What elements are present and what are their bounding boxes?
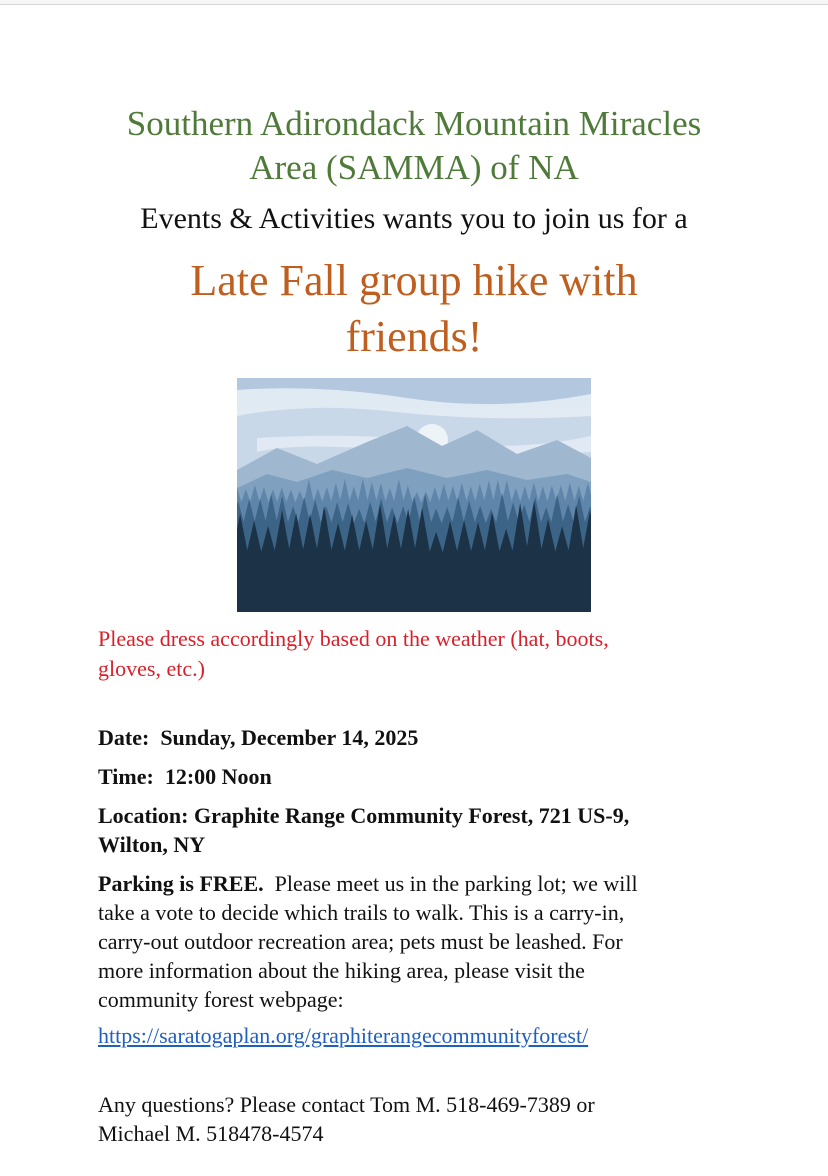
organization-title-line2: Area (SAMMA) of NA <box>249 148 579 187</box>
location-value-line2: Wilton, NY <box>98 832 206 857</box>
event-headline-line1: Late Fall group hike with <box>190 256 638 305</box>
top-border <box>0 0 828 5</box>
dress-warning-line2: gloves, etc.) <box>98 656 205 681</box>
event-location <box>98 801 738 859</box>
dress-warning-line1: Please dress accordingly based on the weather (hat, boots, <box>98 626 609 651</box>
location-value-line1: Graphite Range Community Forest, 721 US-9, <box>193 803 630 828</box>
event-headline-line2: friends! <box>345 312 483 361</box>
parking-line5: community forest webpage: <box>98 987 344 1012</box>
event-headline <box>0 253 828 365</box>
parking-line2: take a vote to decide which trails to walk. This is a carry-in, <box>98 900 625 925</box>
event-date <box>98 723 738 752</box>
mountain-forest-image <box>237 378 591 612</box>
parking-info <box>98 869 738 1014</box>
parking-line3: carry-out outdoor recreation area; pets must be leashed. For <box>98 929 623 954</box>
contact-info <box>98 1090 738 1148</box>
contact-line1: Any questions? Please contact Tom M. 518-469-7389 or <box>98 1092 595 1117</box>
parking-line1: Please meet us in the parking lot; we will <box>274 871 638 896</box>
dress-warning <box>98 624 738 684</box>
parking-bold: Parking is FREE. <box>98 871 264 896</box>
time-value: 12:00 Noon <box>164 764 272 789</box>
date-value: Sunday, December 14, 2025 <box>160 725 419 750</box>
parking-line4: more information about the hiking area, please visit the <box>98 958 585 983</box>
location-label: Location: <box>98 803 189 828</box>
forest-fill <box>237 559 591 612</box>
event-time <box>98 762 738 791</box>
events-invite-line: Events & Activities wants you to join us for a <box>140 202 688 235</box>
forest-webpage-link[interactable]: https://saratogaplan.org/graphiterangecommunityforest/ <box>98 1023 589 1048</box>
contact-line2: Michael M. 518478-4574 <box>98 1121 324 1146</box>
organization-title-line1: Southern Adirondack Mountain Miracles <box>126 104 702 143</box>
organization-title <box>0 102 828 190</box>
date-label: Date: <box>98 725 150 750</box>
time-label: Time: <box>98 764 154 789</box>
